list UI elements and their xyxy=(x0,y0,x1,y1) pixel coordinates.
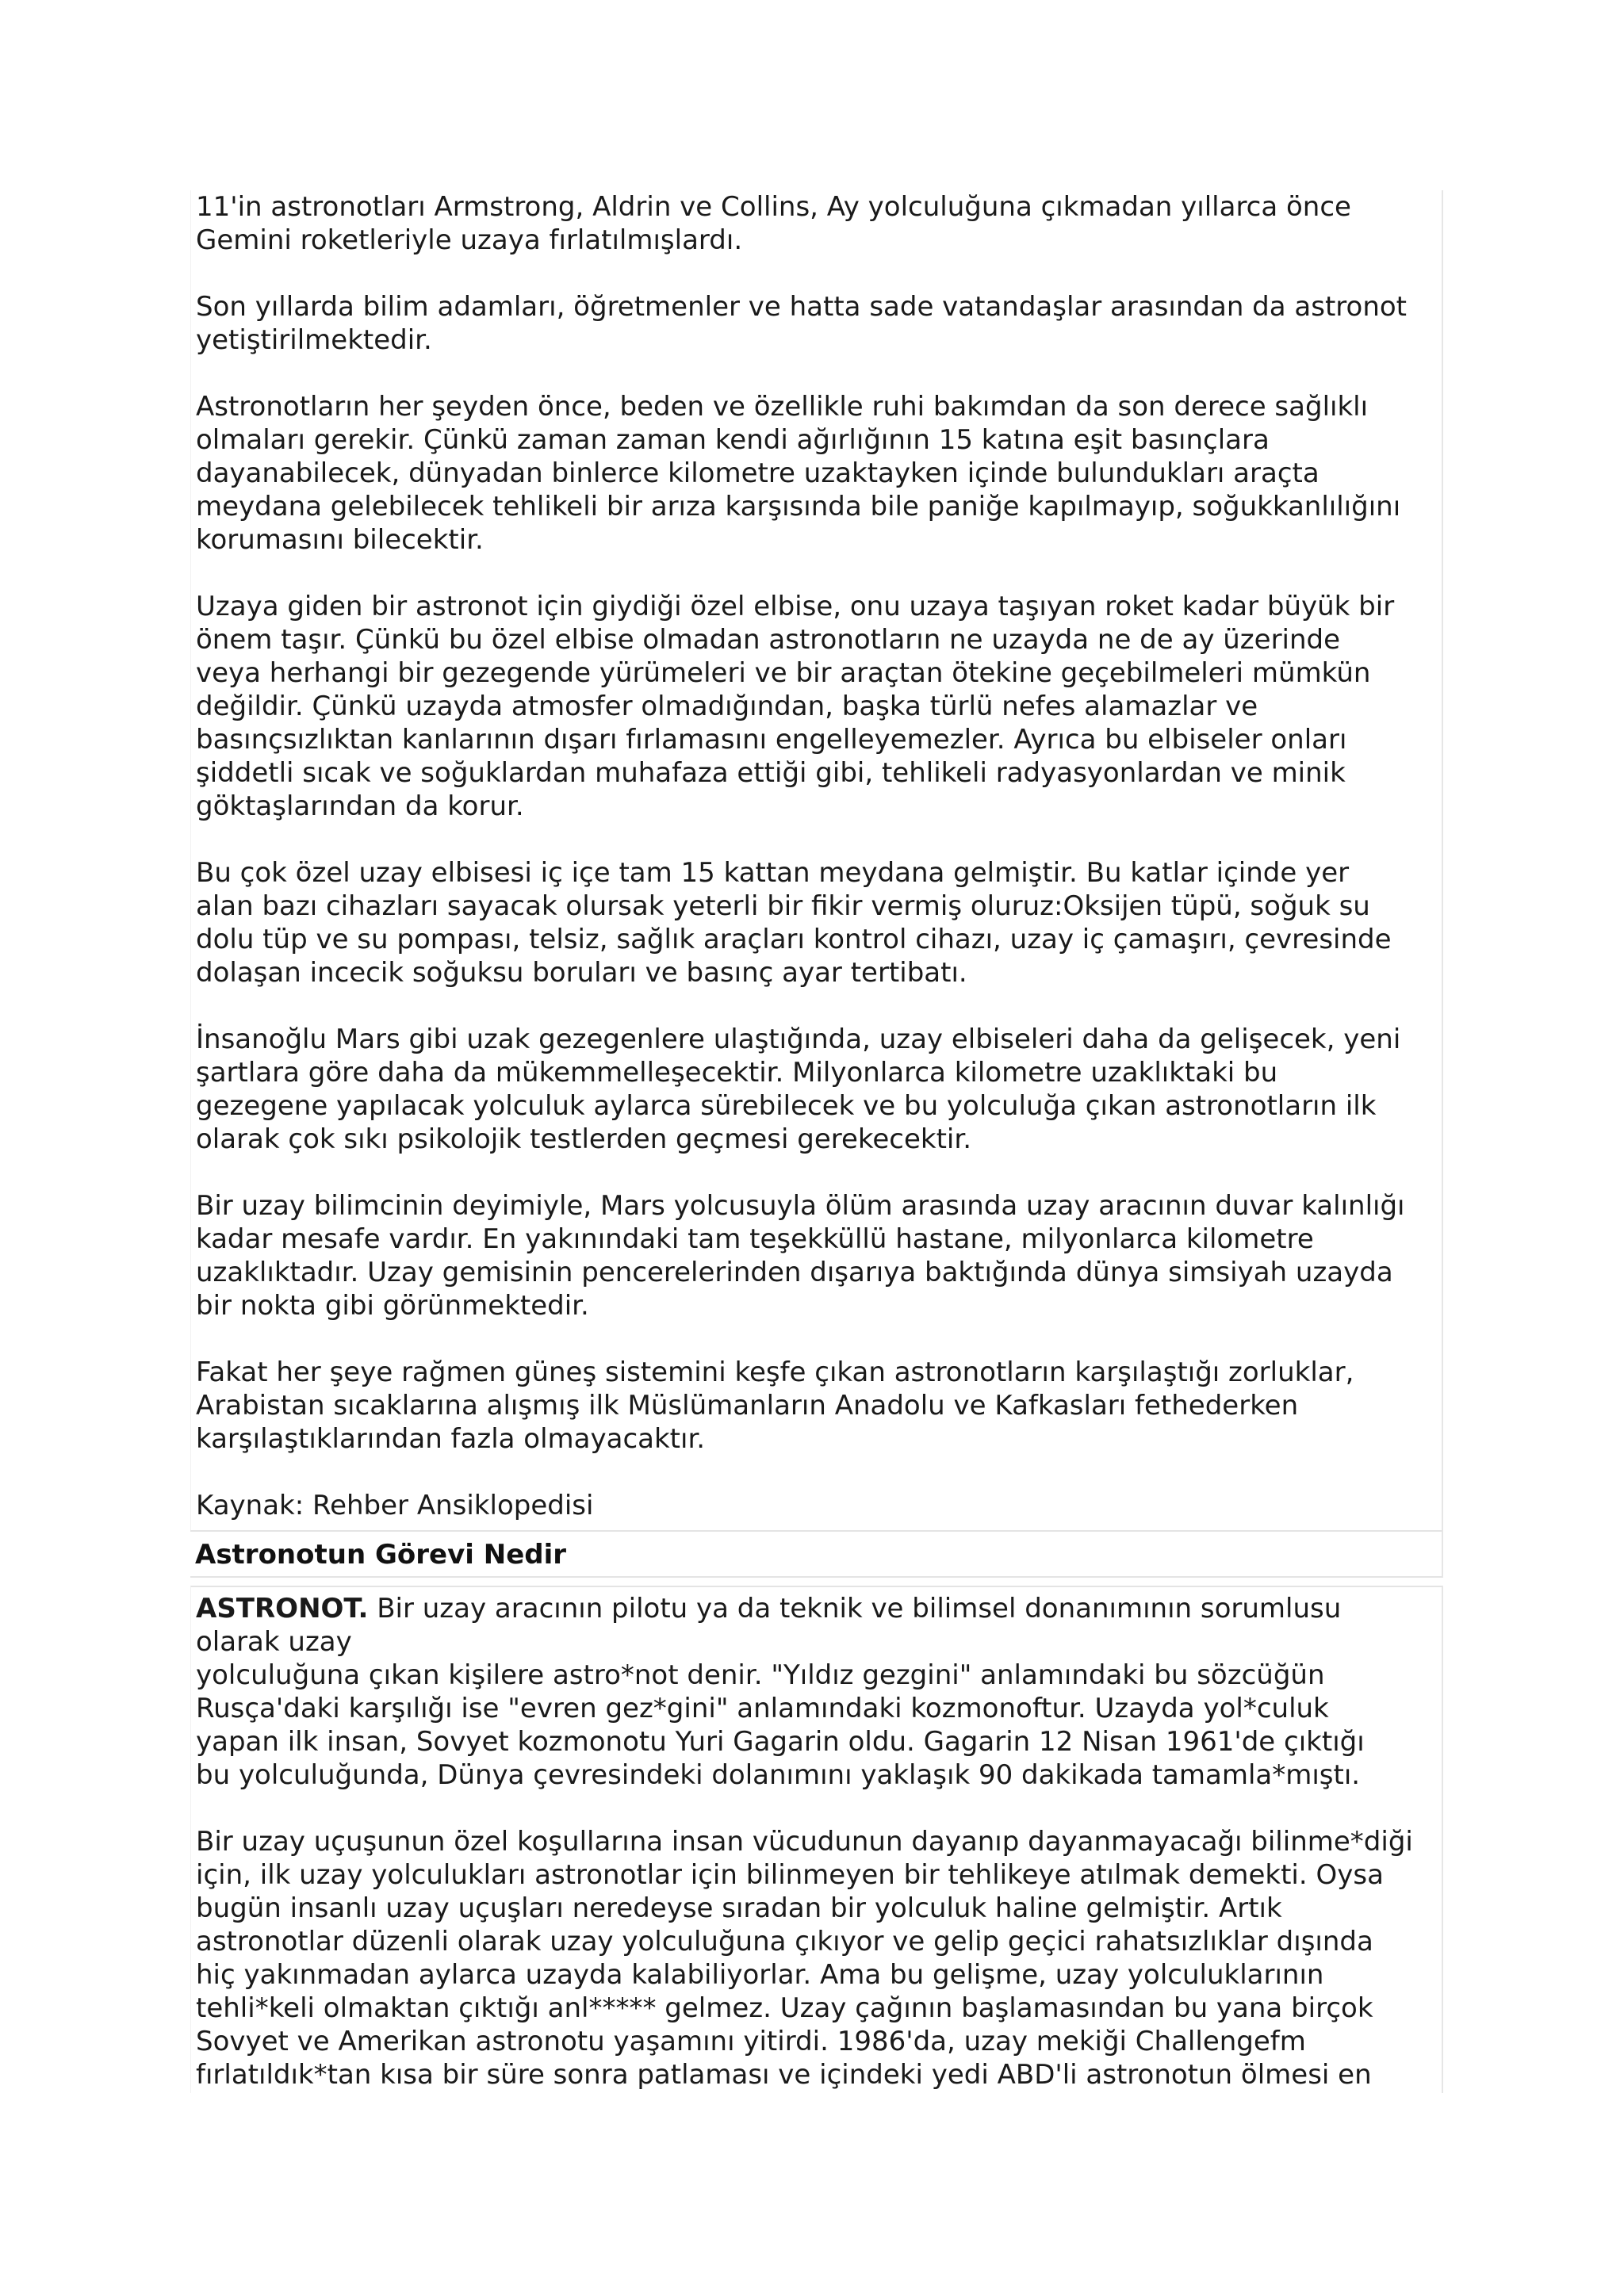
article-text-bottom xyxy=(191,1592,1442,2125)
paragraph-risks: Bir uzay uçuşunun özel koşullarına insan vücudunun dayanıp dayanmayacağı bilinme*diği için, ilk uzay yolculukları astronotlar için bilinmeyen bir tehlikeye atılmak demekti. Oysa bugün insanlı uzay uçuşları neredeyse sıradan bir yolculuk haline gelmiştir. Artık astronotlar düzenli olarak uzay yolculuğuna çıkıyor ve gelip geçici rahatsızlıklar dışında hiç yakınmadan aylarca uzayda kalabiliyorlar. Ama bu gelişme, uzay yolculuklarının tehli*keli olmaktan çıktığı anl***** gelmez. Uzay çağının başlamasından bu yana birçok Sovyet ve Amerikan astronotu yaşamını yitirdi. 1986'da, uzay mekiği Challengefm fırlatıldık*tan kısa bir süre sonra patlaması ve içindeki yedi ABD'li astronotun ölmesi en xyxy=(196,1826,1413,2091)
paragraph-distance: Bir uzay bilimcinin deyimiyle, Mars yolcusuyla ölüm arasında uzay aracının duvar kalınlığı kadar mesafe vardır. En yakınındaki tam teşekküllü hastane, milyonlarca kilometre uzaklıktadır. Uzay gemisinin pencerelerinden dışarıya baktığında dünya simsiyah uzayda bir nokta gibi görünmektedir. xyxy=(196,1190,1405,1322)
source-citation: Kaynak: Rehber Ansiklopedisi xyxy=(196,1490,594,1521)
article-text-top xyxy=(191,190,1442,1522)
paragraph-health: Astronotların her şeyden önce, beden ve özellikle ruhi bakımdan da son derece sağlıklı olmaları gerekir. Çünkü zaman zaman kendi ağırlığının 15 katına eşit basınçlara dayanabilecek, dünyadan binlerce kilometre uzaktayken içinde bulundukları araçta meydana gelebilecek tehlikeli bir arıza karşısında bile paniğe kapılmayıp, soğukkanlılığını korumasını bilecektir. xyxy=(196,391,1401,556)
paragraph-conclusion: Fakat her şeye rağmen güneş sistemini keşfe çıkan astronotların karşılaştığı zorluklar, Arabistan sıcaklarına alışmış ilk Müslümanların Anadolu ve Kafkasları fethederken karşılaştıklarından fazla olmayacaktır. xyxy=(196,1357,1354,1455)
paragraph-suit: Uzaya giden bir astronot için giydiği özel elbise, onu uzaya taşıyan roket kadar büyük bir önem taşır. Çünkü bu özel elbise olmadan astronotların ne uzayda ne de ay üzerinde veya herhangi bir gezegende yürümeleri ve bir araçtan ötekine geçebilmeleri mümkün değildir. Çünkü uzayda atmosfer olmadığından, başka türlü nefes alamazlar ve basınçsızlıktan kanlarının dışarı fırlamasını engelleyemezler. Ayrıca bu elbiseler onları şiddetli sıcak ve soğuklardan muhafaza ettiği gibi, tehlikeli radyasyonlardan ve minik göktaşlarından da korur. xyxy=(196,591,1395,822)
definition-text: Bir uzay aracının pilotu ya da teknik ve bilimsel donanımının sorumlusu olarak uzay yolculuğuna çıkan kişilere astro*not denir. "Yıldız gezgini" anlamındaki bu sözcüğün Rusça'daki karşılığı ise "evren gez*gini" anlamındaki kozmonoftur. Uzayda yol*culuk yapan ilk insan, Sovyet kozmonotu Yuri Gagarin oldu. Gagarin 12 Nisan 1961'de çıktığı bu yolculuğunda, Dünya çevresindeki dolanımını yaklaşık 90 dakikada tamamla*mıştı. xyxy=(196,1593,1365,1791)
paragraph-definition xyxy=(191,1592,1442,1792)
paragraph-gemini: 11'in astronotları Armstrong, Aldrin ve Collins, Ay yolculuğuna çıkmadan yıllarca önce Gemini roketleriyle uzaya fırlatılmışlardı. xyxy=(196,191,1351,256)
definition-term: ASTRONOT. xyxy=(196,1593,369,1624)
article-block-bottom xyxy=(190,1586,1443,2093)
section-heading: Astronotun Görevi Nedir xyxy=(195,1539,567,1571)
paragraph-mars: İnsanoğlu Mars gibi uzak gezegenlere ulaştığında, uzay elbiseleri daha da gelişecek, yeni şartlara göre daha da mükemmelleşecektir. Milyonlarca kilometre uzaklıktaki bu gezegene yapılacak yolculuk aylarca sürebilecek ve bu yolculuğa çıkan astronotların ilk olarak çok sıkı psikolojik testlerden geçmesi gerekecektir. xyxy=(196,1024,1401,1155)
paragraph-suit-layers: Bu çok özel uzay elbisesi iç içe tam 15 kattan meydana gelmiştir. Bu katlar içinde yer alan bazı cihazları sayacak olursak yeterli bir fikir vermiş oluruz:Oksijen tüpü, soğuk su dolu tüp ve su pompası, telsiz, sağlık araçları kontrol cihazı, uzay iç çamaşırı, çevresinde dolaşan incecik soğuksu boruları ve basınç ayar tertibatı. xyxy=(196,857,1392,989)
paragraph-training: Son yıllarda bilim adamları, öğretmenler ve hatta sade vatandaşlar arasından da astronot yetiştirilmektedir. xyxy=(196,291,1407,356)
section-heading-bar xyxy=(190,1530,1443,1578)
article-block-top xyxy=(190,190,1443,1530)
